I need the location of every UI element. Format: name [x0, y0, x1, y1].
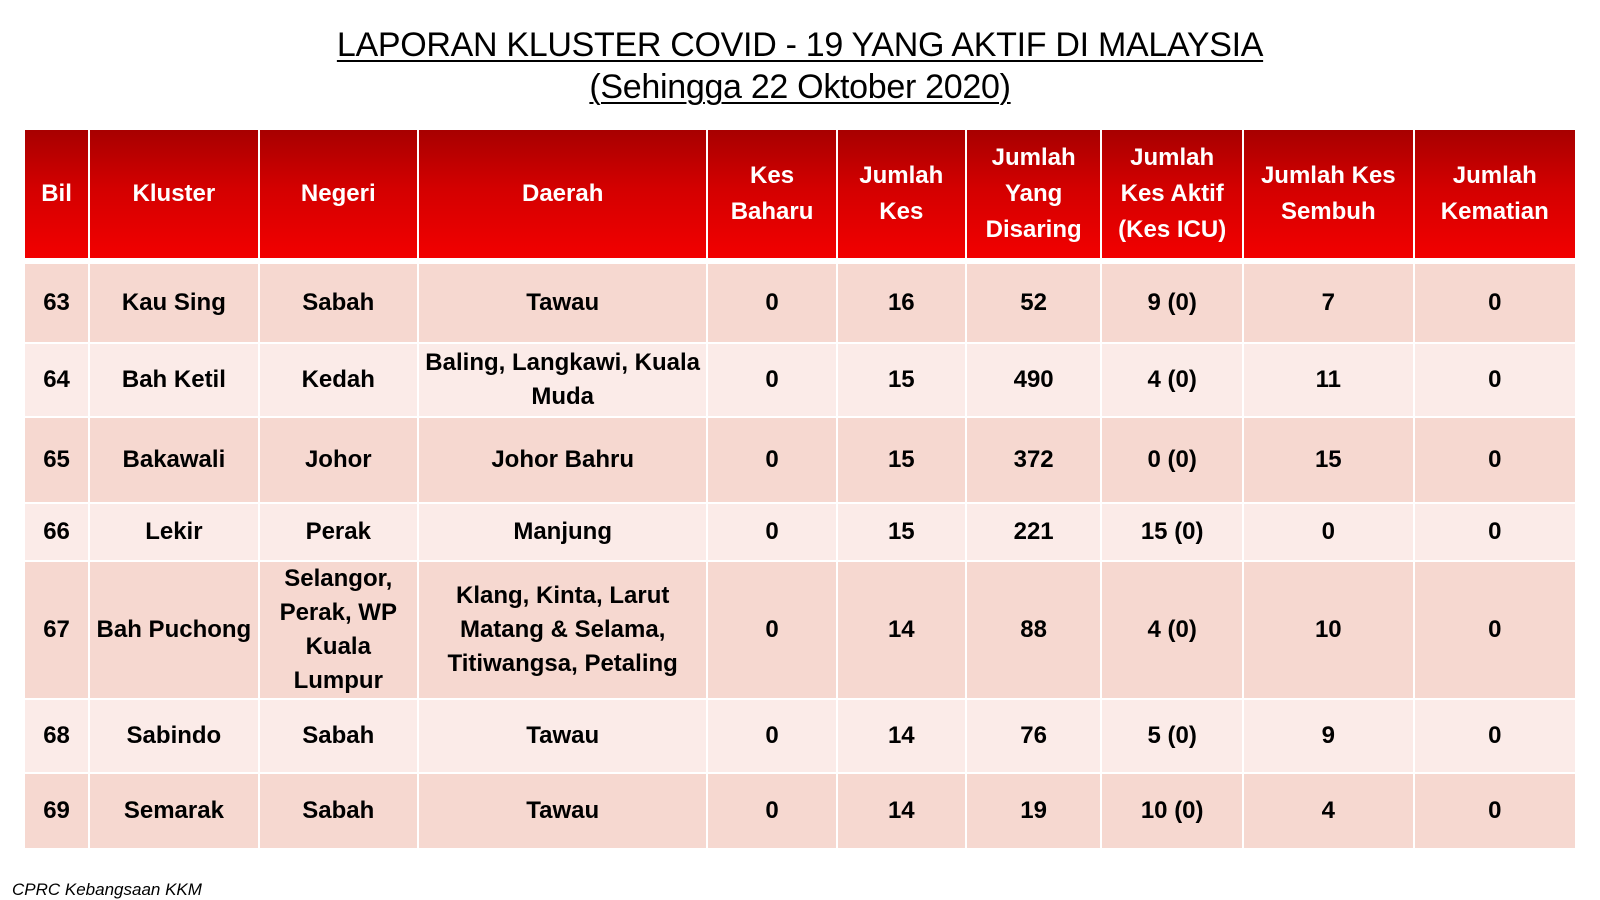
cell-jumlah-disaring: 19	[967, 774, 1100, 848]
cell-kematian: 0	[1415, 418, 1575, 502]
cell-bil: 64	[25, 344, 88, 416]
cell-daerah: Tawau	[419, 774, 707, 848]
cell-kluster: Lekir	[90, 504, 258, 560]
cell-negeri: Kedah	[260, 344, 417, 416]
cell-kluster: Kau Sing	[90, 264, 258, 342]
cell-kematian: 0	[1415, 504, 1575, 560]
report-date: (Sehingga 22 Oktober 2020)	[589, 68, 1011, 106]
header-bil: Bil	[25, 130, 88, 258]
cell-kes-baharu: 0	[708, 700, 835, 772]
cell-negeri: Sabah	[260, 774, 417, 848]
cell-kes-sembuh: 4	[1244, 774, 1413, 848]
header-kluster: Kluster	[90, 130, 258, 258]
cell-kes-baharu: 0	[708, 562, 835, 698]
cell-kes-sembuh: 9	[1244, 700, 1413, 772]
header-kes-sembuh: Jumlah Kes Sembuh	[1244, 130, 1413, 258]
cell-jumlah-disaring: 372	[967, 418, 1100, 502]
cell-jumlah-disaring: 221	[967, 504, 1100, 560]
cell-jumlah-disaring: 76	[967, 700, 1100, 772]
cell-jumlah-disaring: 88	[967, 562, 1100, 698]
cell-bil: 68	[25, 700, 88, 772]
cell-kematian: 0	[1415, 774, 1575, 848]
cell-kes-baharu: 0	[708, 264, 835, 342]
cell-daerah: Johor Bahru	[419, 418, 707, 502]
cell-kes-baharu: 0	[708, 344, 835, 416]
table-row	[25, 774, 1575, 848]
report-title: LAPORAN KLUSTER COVID - 19 YANG AKTIF DI MALAYSIA	[336, 26, 1264, 64]
cell-bil: 63	[25, 264, 88, 342]
cell-kes-sembuh: 15	[1244, 418, 1413, 502]
header-jumlah-disaring: Jumlah Yang Disaring	[967, 130, 1100, 258]
cell-kematian: 0	[1415, 562, 1575, 698]
cell-kes-sembuh: 11	[1244, 344, 1413, 416]
header-daerah: Daerah	[419, 130, 707, 258]
cell-kes-aktif: 9 (0)	[1102, 264, 1242, 342]
header-negeri: Negeri	[260, 130, 417, 258]
cell-jumlah-kes: 14	[838, 562, 965, 698]
cell-kes-aktif: 10 (0)	[1102, 774, 1242, 848]
cell-daerah: Manjung	[419, 504, 707, 560]
table-header-row	[25, 130, 1575, 258]
table-row	[25, 700, 1575, 772]
cell-kluster: Semarak	[90, 774, 258, 848]
cell-kematian: 0	[1415, 264, 1575, 342]
header-kes-aktif: Jumlah Kes Aktif (Kes ICU)	[1102, 130, 1242, 258]
cell-kes-aktif: 4 (0)	[1102, 344, 1242, 416]
cell-daerah: Klang, Kinta, Larut Matang & Selama, Titiwangsa, Petaling	[419, 562, 707, 698]
cell-bil: 65	[25, 418, 88, 502]
table-row	[25, 504, 1575, 560]
cell-negeri: Selangor, Perak, WP Kuala Lumpur	[260, 562, 417, 698]
header-jumlah-kes: Jumlah Kes	[838, 130, 965, 258]
table-row	[25, 344, 1575, 416]
cell-kes-aktif: 4 (0)	[1102, 562, 1242, 698]
cell-jumlah-kes: 16	[838, 264, 965, 342]
cell-daerah: Tawau	[419, 700, 707, 772]
cell-jumlah-kes: 14	[838, 700, 965, 772]
cell-kematian: 0	[1415, 344, 1575, 416]
cell-jumlah-kes: 15	[838, 344, 965, 416]
cell-negeri: Perak	[260, 504, 417, 560]
source-note: CPRC Kebangsaan KKM	[12, 880, 202, 899]
cell-kes-aktif: 0 (0)	[1102, 418, 1242, 502]
header-kes-baharu: Kes Baharu	[708, 130, 835, 258]
cell-jumlah-kes: 15	[838, 504, 965, 560]
cell-kluster: Sabindo	[90, 700, 258, 772]
cell-kematian: 0	[1415, 700, 1575, 772]
cell-kes-baharu: 0	[708, 418, 835, 502]
table-row	[25, 418, 1575, 502]
cell-bil: 69	[25, 774, 88, 848]
cell-jumlah-disaring: 490	[967, 344, 1100, 416]
cell-jumlah-kes: 14	[838, 774, 965, 848]
cell-kes-aktif: 5 (0)	[1102, 700, 1242, 772]
cell-kluster: Bakawali	[90, 418, 258, 502]
cluster-table	[23, 128, 1577, 850]
cell-kes-baharu: 0	[708, 504, 835, 560]
cell-bil: 66	[25, 504, 88, 560]
page-title	[0, 24, 1600, 108]
header-kematian: Jumlah Kematian	[1415, 130, 1575, 258]
cell-kes-baharu: 0	[708, 774, 835, 848]
cell-jumlah-disaring: 52	[967, 264, 1100, 342]
cell-daerah: Baling, Langkawi, Kuala Muda	[419, 344, 707, 416]
cell-negeri: Sabah	[260, 700, 417, 772]
cell-negeri: Johor	[260, 418, 417, 502]
cell-kes-sembuh: 7	[1244, 264, 1413, 342]
cell-kluster: Bah Ketil	[90, 344, 258, 416]
cell-bil: 67	[25, 562, 88, 698]
cell-daerah: Tawau	[419, 264, 707, 342]
cell-kes-sembuh: 10	[1244, 562, 1413, 698]
table-row	[25, 562, 1575, 698]
cell-negeri: Sabah	[260, 264, 417, 342]
table-row	[25, 264, 1575, 342]
cell-kluster: Bah Puchong	[90, 562, 258, 698]
cell-kes-sembuh: 0	[1244, 504, 1413, 560]
cell-kes-aktif: 15 (0)	[1102, 504, 1242, 560]
cell-jumlah-kes: 15	[838, 418, 965, 502]
